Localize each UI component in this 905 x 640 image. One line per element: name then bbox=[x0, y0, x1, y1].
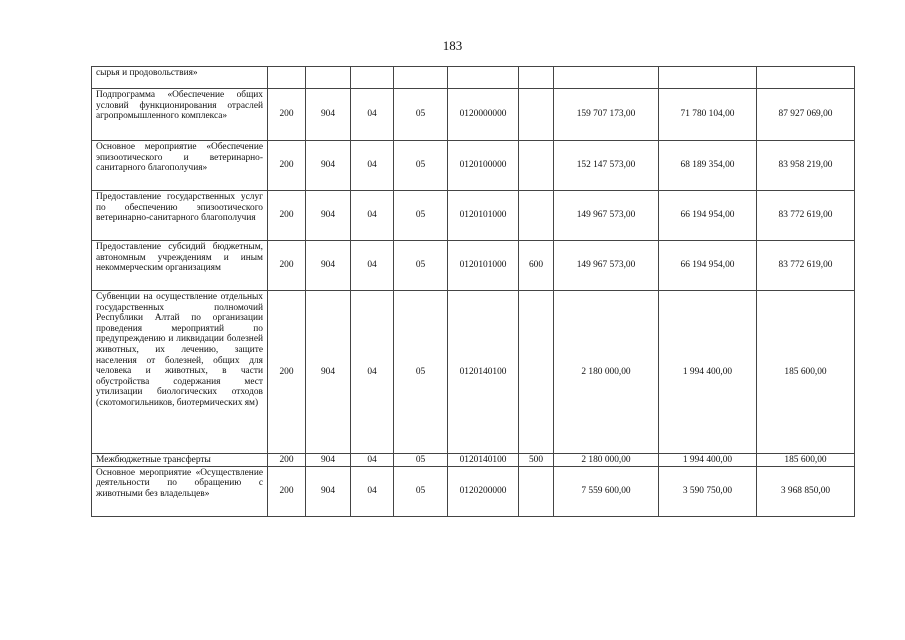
name-cell: Предоставление государственных услуг по обеспечению эпизоотического ветеринарно-санитарного благополучия bbox=[92, 191, 268, 241]
ministry-code-cell: 904 bbox=[306, 191, 351, 241]
subsection-cell: 05 bbox=[394, 241, 448, 291]
admin-code-cell bbox=[268, 67, 306, 89]
section-cell: 04 bbox=[351, 89, 394, 141]
amount-cell: 159 707 173,00 bbox=[554, 89, 659, 141]
subsection-cell bbox=[394, 67, 448, 89]
table-row bbox=[92, 466, 855, 516]
admin-code-cell: 200 bbox=[268, 191, 306, 241]
amount-cell: 149 967 573,00 bbox=[554, 241, 659, 291]
amount-year-3-cell: 185 600,00 bbox=[757, 454, 855, 467]
name-cell: Основное мероприятие «Обеспечение эпизоотического и ветеринарно-санитарного благополучия» bbox=[92, 141, 268, 191]
admin-code-cell: 200 bbox=[268, 89, 306, 141]
ministry-code-cell: 904 bbox=[306, 454, 351, 467]
section-cell: 04 bbox=[351, 466, 394, 516]
amount-cell: 149 967 573,00 bbox=[554, 191, 659, 241]
name-cell: Основное мероприятие «Осуществление деятельности по обращению с животными без владельцев» bbox=[92, 466, 268, 516]
target-article-cell: 0120200000 bbox=[448, 466, 519, 516]
section-cell: 04 bbox=[351, 241, 394, 291]
target-article-cell: 0120101000 bbox=[448, 191, 519, 241]
expense-type-cell bbox=[519, 191, 554, 241]
amount-cell: 152 147 573,00 bbox=[554, 141, 659, 191]
expense-type-cell bbox=[519, 141, 554, 191]
subsection-cell: 05 bbox=[394, 454, 448, 467]
expense-type-cell bbox=[519, 291, 554, 454]
name-cell: сырья и продовольствия» bbox=[92, 67, 268, 89]
section-cell bbox=[351, 67, 394, 89]
subsection-cell: 05 bbox=[394, 89, 448, 141]
table-row bbox=[92, 241, 855, 291]
expense-type-cell bbox=[519, 67, 554, 89]
ministry-code-cell: 904 bbox=[306, 291, 351, 454]
section-cell: 04 bbox=[351, 141, 394, 191]
section-cell: 04 bbox=[351, 454, 394, 467]
budget-table bbox=[91, 66, 855, 517]
admin-code-cell: 200 bbox=[268, 141, 306, 191]
admin-code-cell: 200 bbox=[268, 466, 306, 516]
amount-cell: 2 180 000,00 bbox=[554, 454, 659, 467]
expense-type-cell bbox=[519, 466, 554, 516]
section-cell: 04 bbox=[351, 191, 394, 241]
target-article-cell: 0120140100 bbox=[448, 454, 519, 467]
target-article-cell: 0120100000 bbox=[448, 141, 519, 191]
ministry-code-cell: 904 bbox=[306, 466, 351, 516]
amount-year-2-cell bbox=[659, 67, 757, 89]
target-article-cell: 0120140100 bbox=[448, 291, 519, 454]
table-row bbox=[92, 291, 855, 454]
amount-year-3-cell: 83 772 619,00 bbox=[757, 191, 855, 241]
subsection-cell: 05 bbox=[394, 291, 448, 454]
amount-year-2-cell: 3 590 750,00 bbox=[659, 466, 757, 516]
amount-year-3-cell: 83 772 619,00 bbox=[757, 241, 855, 291]
name-cell: Субвенции на осуществление отдельных государственных полномочий Республики Алтай по организации проведения мероприятий по предупреждению и ликвидации болезней животных, их лечению, защите населения от болезней, общих для человека и животных, в части обустройства содержания мест утилизации биологических отходов (скотомогильников, биотермических ям) bbox=[92, 291, 268, 454]
amount-cell: 2 180 000,00 bbox=[554, 291, 659, 454]
ministry-code-cell: 904 bbox=[306, 141, 351, 191]
amount-cell: 7 559 600,00 bbox=[554, 466, 659, 516]
admin-code-cell: 200 bbox=[268, 291, 306, 454]
amount-year-3-cell bbox=[757, 67, 855, 89]
amount-year-2-cell: 66 194 954,00 bbox=[659, 191, 757, 241]
table-row bbox=[92, 191, 855, 241]
amount-year-3-cell: 3 968 850,00 bbox=[757, 466, 855, 516]
target-article-cell bbox=[448, 67, 519, 89]
admin-code-cell: 200 bbox=[268, 454, 306, 467]
subsection-cell: 05 bbox=[394, 466, 448, 516]
table-row bbox=[92, 141, 855, 191]
amount-year-3-cell: 83 958 219,00 bbox=[757, 141, 855, 191]
amount-cell bbox=[554, 67, 659, 89]
table-row bbox=[92, 67, 855, 89]
amount-year-2-cell: 68 189 354,00 bbox=[659, 141, 757, 191]
amount-year-2-cell: 1 994 400,00 bbox=[659, 454, 757, 467]
amount-year-2-cell: 66 194 954,00 bbox=[659, 241, 757, 291]
subsection-cell: 05 bbox=[394, 191, 448, 241]
amount-year-2-cell: 71 780 104,00 bbox=[659, 89, 757, 141]
name-cell: Подпрограмма «Обеспечение общих условий функционирования отраслей агропромышленного комплекса» bbox=[92, 89, 268, 141]
table-row bbox=[92, 454, 855, 467]
table-row bbox=[92, 89, 855, 141]
target-article-cell: 0120000000 bbox=[448, 89, 519, 141]
amount-year-3-cell: 185 600,00 bbox=[757, 291, 855, 454]
expense-type-cell: 600 bbox=[519, 241, 554, 291]
amount-year-2-cell: 1 994 400,00 bbox=[659, 291, 757, 454]
expense-type-cell bbox=[519, 89, 554, 141]
amount-year-3-cell: 87 927 069,00 bbox=[757, 89, 855, 141]
ministry-code-cell: 904 bbox=[306, 241, 351, 291]
expense-type-cell: 500 bbox=[519, 454, 554, 467]
subsection-cell: 05 bbox=[394, 141, 448, 191]
admin-code-cell: 200 bbox=[268, 241, 306, 291]
ministry-code-cell: 904 bbox=[306, 89, 351, 141]
name-cell: Предоставление субсидий бюджетным, автономным учреждениям и иным некоммерческим организациям bbox=[92, 241, 268, 291]
page-number: 183 bbox=[442, 38, 463, 53]
name-cell: Межбюджетные трансферты bbox=[92, 454, 268, 467]
section-cell: 04 bbox=[351, 291, 394, 454]
ministry-code-cell bbox=[306, 67, 351, 89]
target-article-cell: 0120101000 bbox=[448, 241, 519, 291]
